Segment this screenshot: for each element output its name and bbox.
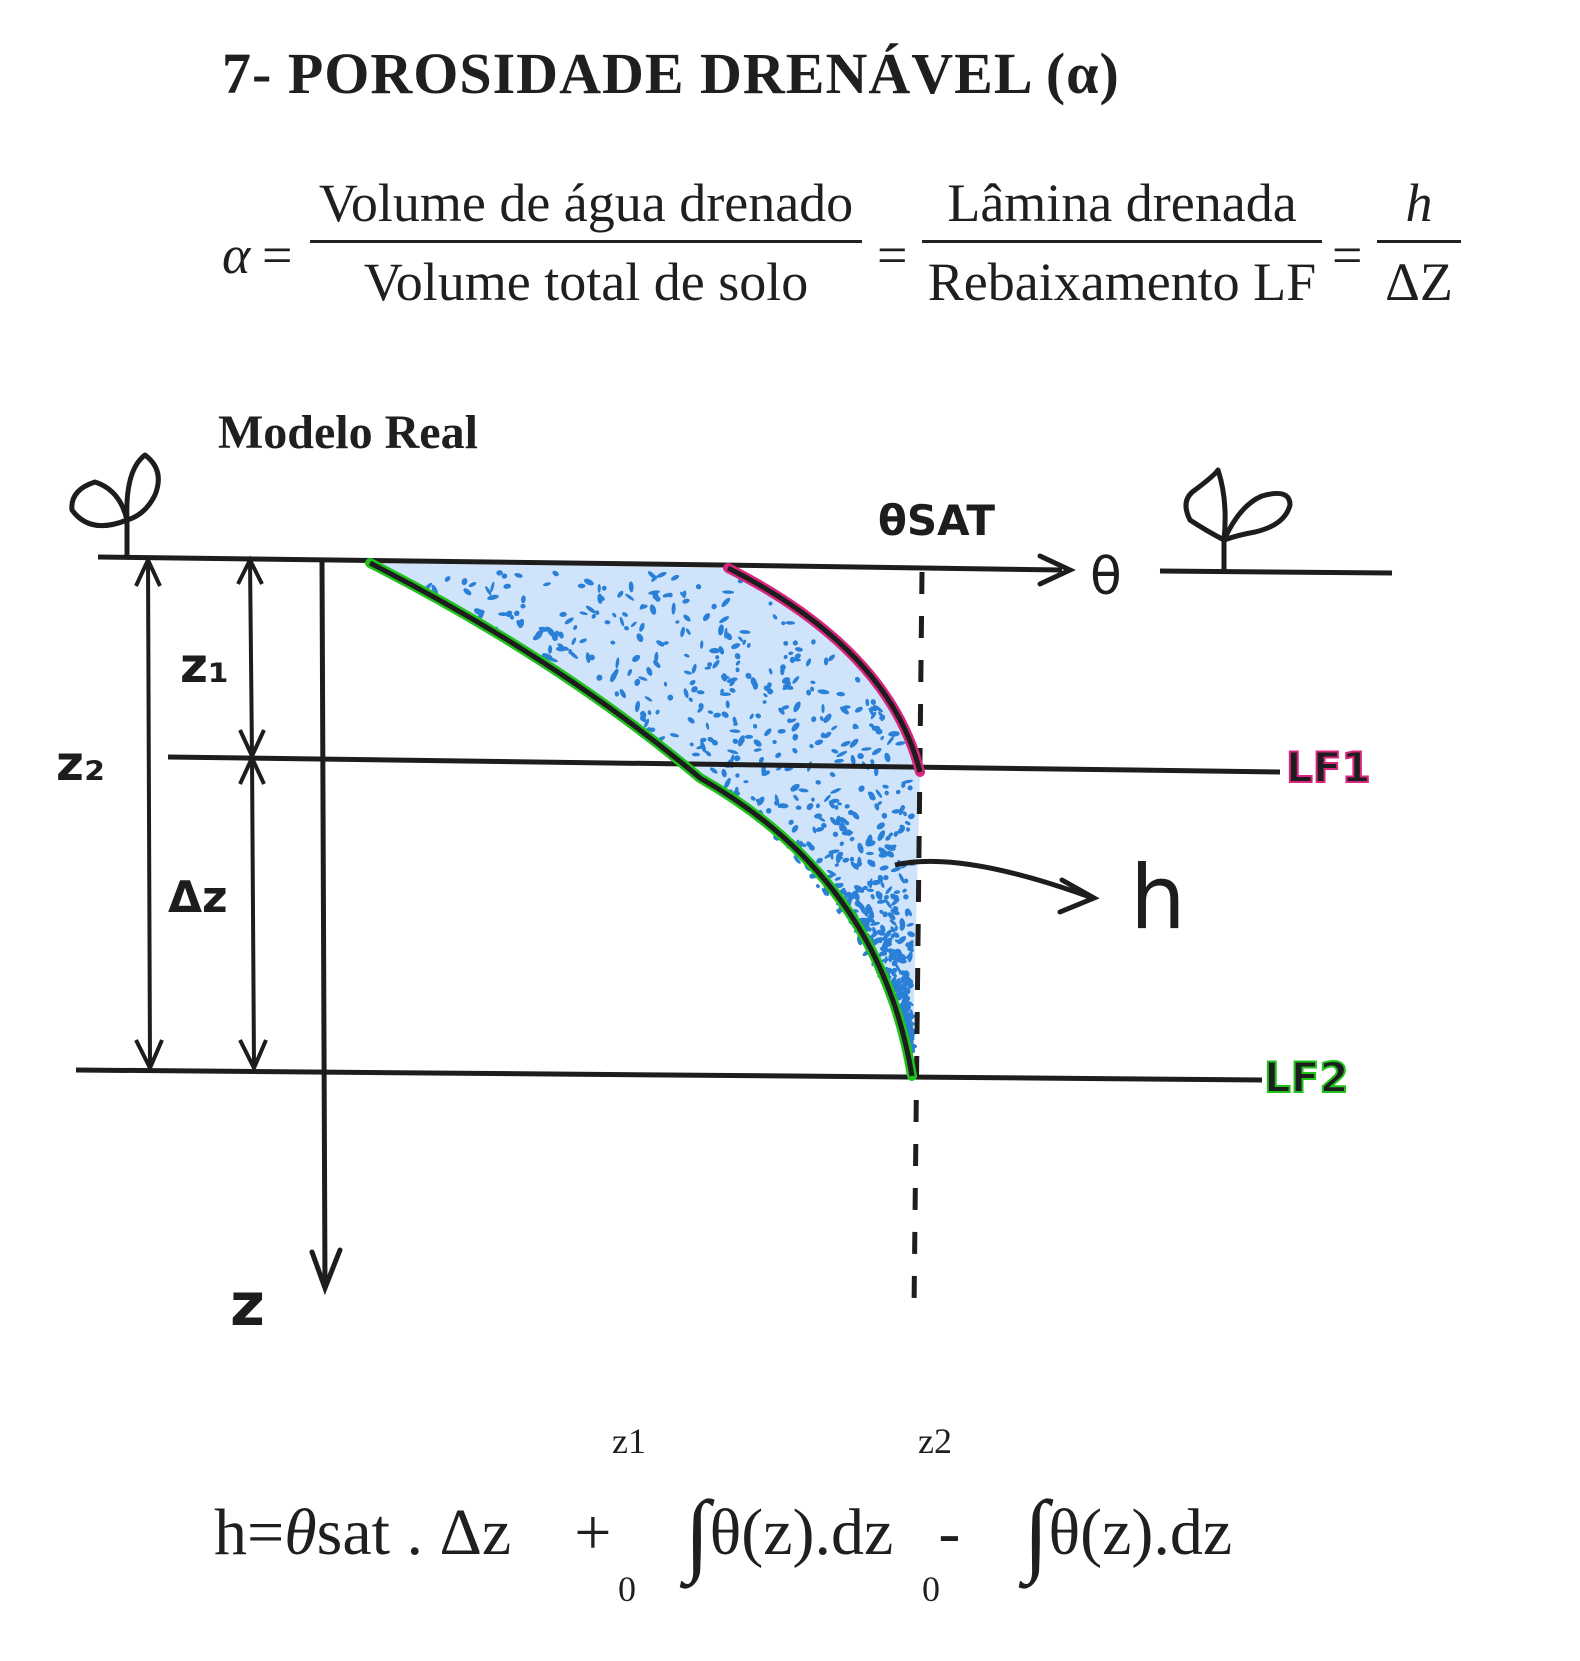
alpha-symbol: α [222,225,251,285]
integral-1-sign-icon: ∫ [684,1482,710,1584]
page-title: 7- POROSIDADE DRENÁVEL (α) [222,41,1120,106]
water-speckle [811,798,815,802]
fraction-lamina-denominator: Rebaixamento LF [927,252,1317,312]
fraction-h [1377,172,1461,313]
h-lhs: h [214,1496,247,1569]
water-speckle [598,584,601,593]
integral-1-integrand: θ(z).dz [709,1496,894,1569]
water-speckle [892,961,897,966]
equals-sign-1: = [262,225,293,285]
water-speckle [796,806,802,810]
integral-2-upper-limit: z2 [918,1421,952,1461]
plant-left-icon [72,455,158,557]
h-formula [214,1470,1233,1584]
z-axis-label: z [230,1270,265,1340]
z1-dimension-line [250,560,252,756]
h-equals: = [247,1496,285,1569]
minus-sign: - [938,1496,961,1569]
theta-axis-label: θ [1090,547,1122,607]
fraction-volume-numerator: Volume de água drenado [310,172,862,243]
theta-sat-symbol: θ [284,1496,317,1569]
fraction-lamina-numerator: Lâmina drenada [922,172,1322,243]
h-label: h [1130,846,1186,949]
dz-label: Δz [168,872,228,923]
model-subtitle: Modelo Real [218,406,478,459]
dz-dimension-line [252,758,254,1066]
lf2-label: LF2 [1264,1053,1349,1102]
soil-drainage-diagram [0,440,1580,1360]
integral-2-integrand: θ(z).dz [1048,1496,1233,1569]
equals-sign-2: = [877,225,908,285]
z1-label: z₁ [180,638,229,694]
lf1-label: LF1 [1286,743,1371,792]
plant-right-icon [1186,470,1290,571]
integral-2-sign-icon: ∫ [1023,1482,1049,1584]
h-pointer-arrowhead [1060,880,1094,912]
z2-label: z₂ [56,736,105,792]
fraction-volume-denominator: Volume total de solo [363,252,809,312]
fraction-h-numerator: h [1377,172,1461,243]
integral-1-upper-limit: z1 [612,1421,646,1461]
right-surface-line [1160,571,1392,573]
z2-dimension-line [148,560,150,1066]
theta-axis-line [720,565,1062,570]
water-speckle [866,852,874,855]
fraction-lamina [922,172,1322,313]
integral-1-lower-limit: 0 [618,1569,636,1609]
plus-sign: + [574,1496,612,1569]
water-speckle [815,883,820,889]
fraction-h-denominator: ΔZ [1385,252,1453,312]
theta-sat-label: θSAT [878,496,995,545]
z-axis-line [322,560,325,1285]
theta-sat-term: sat . Δz [316,1496,512,1569]
equals-sign-3: = [1332,225,1363,285]
water-speckle [720,692,731,696]
integral-2-lower-limit: 0 [922,1569,940,1609]
fraction-volume [310,172,862,313]
water-speckle [821,704,824,713]
